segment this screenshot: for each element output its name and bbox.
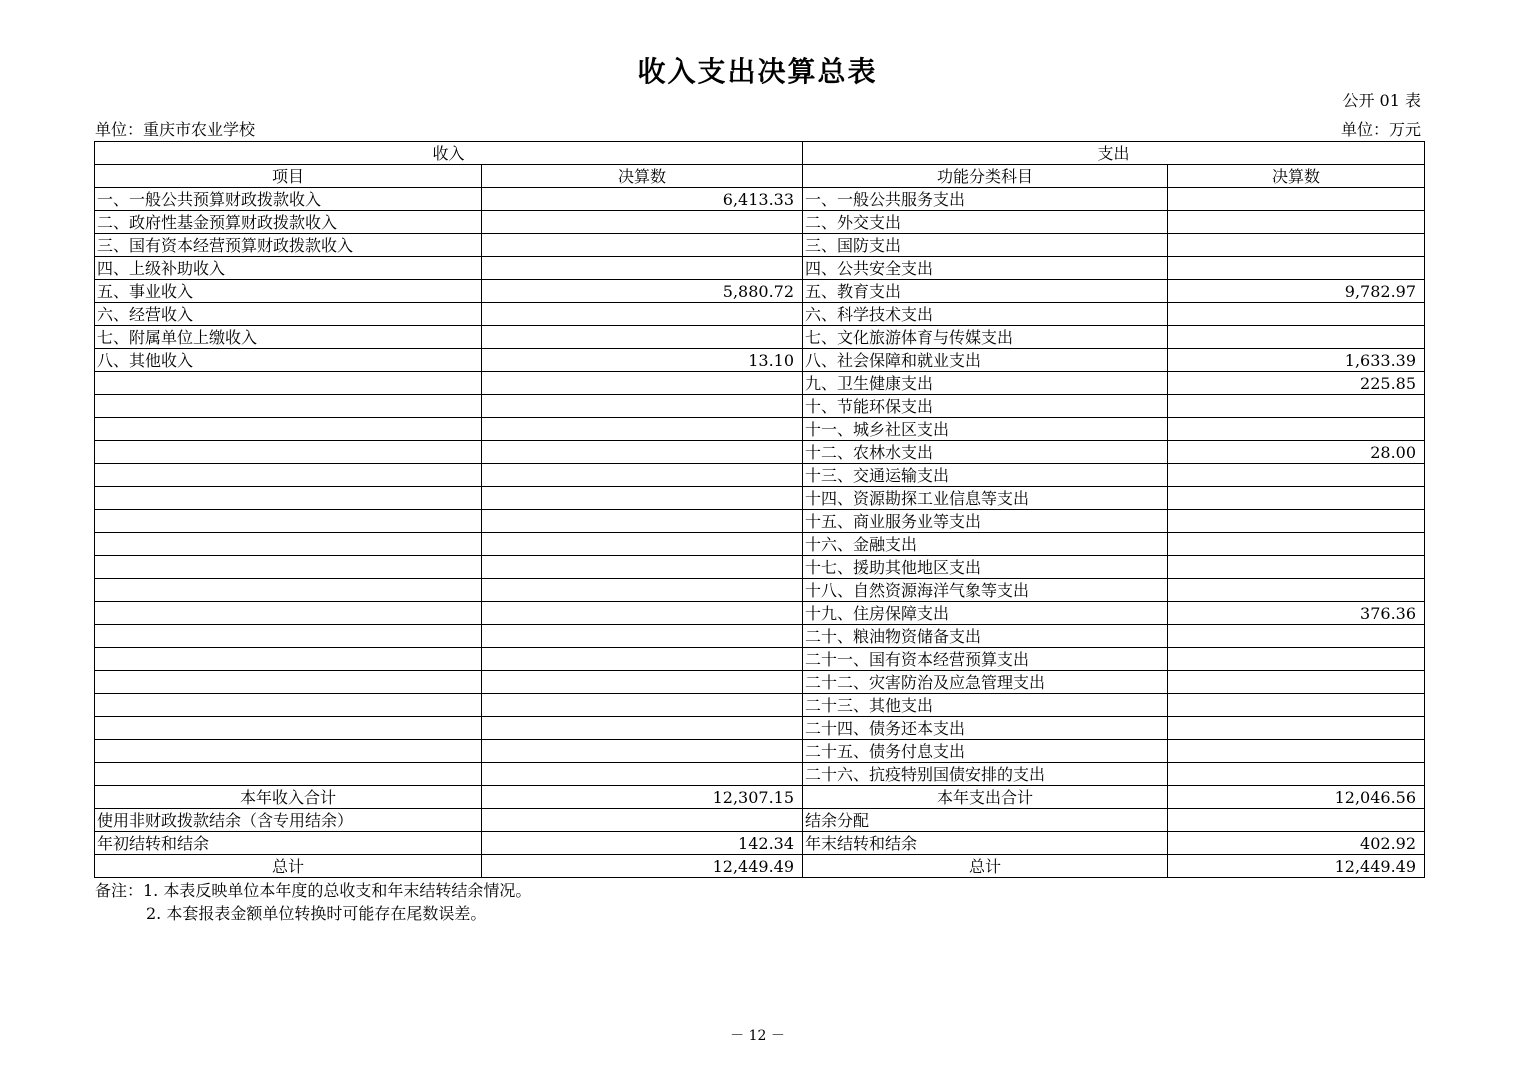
income-amount: 5,880.72	[482, 280, 803, 303]
table-row	[95, 579, 1425, 602]
table-row	[95, 280, 1425, 303]
expense-amount	[1168, 625, 1425, 648]
expense-item: 二十一、国有资本经营预算支出	[803, 648, 1168, 671]
income-amount	[482, 602, 803, 625]
income-amount	[482, 671, 803, 694]
expense-item: 三、国防支出	[803, 234, 1168, 257]
income-amount	[482, 234, 803, 257]
income-amount	[482, 487, 803, 510]
section-header-row	[95, 142, 1425, 165]
expense-amount	[1168, 556, 1425, 579]
expense-amount: 376.36	[1168, 602, 1425, 625]
expense-item: 二十六、抗疫特别国债安排的支出	[803, 763, 1168, 786]
expense-amount	[1168, 763, 1425, 786]
income-amount: 13.10	[482, 349, 803, 372]
expense-item: 十九、住房保障支出	[803, 602, 1168, 625]
table-row	[95, 533, 1425, 556]
income-header: 收入	[95, 142, 803, 165]
income-amount	[482, 717, 803, 740]
income-total-amount: 12,449.49	[482, 855, 803, 878]
table-row	[95, 809, 1425, 832]
page-number: － 12 －	[730, 1028, 785, 1044]
table-row	[95, 648, 1425, 671]
income-item	[95, 464, 482, 487]
expense-item: 八、社会保障和就业支出	[803, 349, 1168, 372]
expense-amount	[1168, 694, 1425, 717]
income-item	[95, 487, 482, 510]
income-item	[95, 510, 482, 533]
table-row	[95, 257, 1425, 280]
table-row	[95, 349, 1425, 372]
expense-item: 十八、自然资源海洋气象等支出	[803, 579, 1168, 602]
col-header-item: 项目	[95, 165, 482, 188]
table-row	[95, 694, 1425, 717]
income-amount	[482, 372, 803, 395]
income-amount	[482, 326, 803, 349]
table-row	[95, 395, 1425, 418]
expense-item: 十、节能环保支出	[803, 395, 1168, 418]
income-subtotal-amount: 12,307.15	[482, 786, 803, 809]
page-title: 收入支出决算总表	[637, 55, 878, 88]
income-item	[95, 694, 482, 717]
income-amount	[482, 464, 803, 487]
table-row	[95, 671, 1425, 694]
expense-item: 十七、援助其他地区支出	[803, 556, 1168, 579]
income-amount	[482, 648, 803, 671]
income-item	[95, 372, 482, 395]
income-amount	[482, 625, 803, 648]
income-amount	[482, 441, 803, 464]
expense-amount	[1168, 740, 1425, 763]
income-item	[95, 740, 482, 763]
income-item	[95, 579, 482, 602]
income-amount	[482, 809, 803, 832]
expense-amount	[1168, 510, 1425, 533]
expense-item: 二十二、灾害防治及应急管理支出	[803, 671, 1168, 694]
income-amount	[482, 510, 803, 533]
unit-money: 单位：万元	[1340, 120, 1421, 139]
expense-amount: 9,782.97	[1168, 280, 1425, 303]
income-amount	[482, 694, 803, 717]
income-item: 四、上级补助收入	[95, 257, 482, 280]
expense-amount	[1168, 326, 1425, 349]
income-amount	[482, 533, 803, 556]
expense-amount	[1168, 487, 1425, 510]
table-row	[95, 763, 1425, 786]
table-footer	[95, 786, 1425, 878]
expense-amount: 1,633.39	[1168, 349, 1425, 372]
col-header-amount: 决算数	[482, 165, 803, 188]
table-row	[95, 487, 1425, 510]
expense-amount	[1168, 648, 1425, 671]
table-row	[95, 740, 1425, 763]
table-row	[95, 510, 1425, 533]
income-item	[95, 625, 482, 648]
expense-amount	[1168, 418, 1425, 441]
expense-header: 支出	[803, 142, 1425, 165]
income-item: 使用非财政拨款结余（含专用结余）	[95, 809, 482, 832]
expense-subtotal-label: 本年支出合计	[803, 786, 1168, 809]
income-item: 一、一般公共预算财政拨款收入	[95, 188, 482, 211]
expense-amount	[1168, 579, 1425, 602]
income-amount	[482, 257, 803, 280]
expense-item: 十五、商业服务业等支出	[803, 510, 1168, 533]
expense-item: 二十三、其他支出	[803, 694, 1168, 717]
unit-organization: 单位：重庆市农业学校	[95, 120, 256, 139]
expense-amount	[1168, 234, 1425, 257]
income-amount	[482, 763, 803, 786]
expense-amount	[1168, 188, 1425, 211]
table-row	[95, 372, 1425, 395]
income-amount	[482, 556, 803, 579]
expense-amount	[1168, 809, 1425, 832]
expense-item: 结余分配	[803, 809, 1168, 832]
income-item: 八、其他收入	[95, 349, 482, 372]
income-item: 三、国有资本经营预算财政拨款收入	[95, 234, 482, 257]
expense-amount	[1168, 533, 1425, 556]
income-item: 五、事业收入	[95, 280, 482, 303]
notes	[95, 879, 531, 925]
income-item: 六、经营收入	[95, 303, 482, 326]
income-amount	[482, 211, 803, 234]
income-amount	[482, 303, 803, 326]
expense-total-label: 总计	[803, 855, 1168, 878]
income-item: 七、附属单位上缴收入	[95, 326, 482, 349]
note-line-1: 备注：1. 本表反映单位本年度的总收支和年末结转结余情况。	[95, 881, 532, 900]
table-row	[95, 717, 1425, 740]
income-item: 二、政府性基金预算财政拨款收入	[95, 211, 482, 234]
income-item	[95, 441, 482, 464]
income-subtotal-label: 本年收入合计	[95, 786, 482, 809]
expense-item: 九、卫生健康支出	[803, 372, 1168, 395]
expense-item: 十六、金融支出	[803, 533, 1168, 556]
expense-amount	[1168, 257, 1425, 280]
income-item	[95, 395, 482, 418]
expense-item: 年末结转和结余	[803, 832, 1168, 855]
table-row	[95, 418, 1425, 441]
note-line-2: 2. 本套报表金额单位转换时可能存在尾数误差。	[146, 904, 487, 923]
expense-item: 一、一般公共服务支出	[803, 188, 1168, 211]
income-item: 年初结转和结余	[95, 832, 482, 855]
expense-total-amount: 12,449.49	[1168, 855, 1425, 878]
income-amount	[482, 418, 803, 441]
expense-amount	[1168, 395, 1425, 418]
table-row	[95, 326, 1425, 349]
expense-item: 十四、资源勘探工业信息等支出	[803, 487, 1168, 510]
expense-amount: 402.92	[1168, 832, 1425, 855]
income-item	[95, 556, 482, 579]
table-row	[95, 188, 1425, 211]
expense-amount	[1168, 303, 1425, 326]
table-body	[95, 188, 1425, 786]
table-row	[95, 464, 1425, 487]
expense-item: 十三、交通运输支出	[803, 464, 1168, 487]
income-amount: 6,413.33	[482, 188, 803, 211]
expense-amount	[1168, 211, 1425, 234]
col-header-func-item: 功能分类科目	[803, 165, 1168, 188]
income-item	[95, 671, 482, 694]
income-item	[95, 602, 482, 625]
expense-amount: 225.85	[1168, 372, 1425, 395]
expense-item: 二、外交支出	[803, 211, 1168, 234]
form-number: 公开 01 表	[1342, 91, 1421, 110]
expense-item: 五、教育支出	[803, 280, 1168, 303]
expense-subtotal-amount: 12,046.56	[1168, 786, 1425, 809]
col-header-amount-2: 决算数	[1168, 165, 1425, 188]
expense-item: 七、文化旅游体育与传媒支出	[803, 326, 1168, 349]
expense-amount	[1168, 464, 1425, 487]
income-item	[95, 717, 482, 740]
table-row	[95, 234, 1425, 257]
income-expense-table	[94, 141, 1425, 878]
expense-item: 二十、粮油物资储备支出	[803, 625, 1168, 648]
expense-item: 二十四、债务还本支出	[803, 717, 1168, 740]
income-item	[95, 418, 482, 441]
expense-item: 十一、城乡社区支出	[803, 418, 1168, 441]
expense-item: 二十五、债务付息支出	[803, 740, 1168, 763]
expense-amount	[1168, 671, 1425, 694]
table-row	[95, 211, 1425, 234]
income-item	[95, 533, 482, 556]
table-row	[95, 625, 1425, 648]
income-amount	[482, 395, 803, 418]
expense-item: 六、科学技术支出	[803, 303, 1168, 326]
table-row	[95, 303, 1425, 326]
table-row	[95, 441, 1425, 464]
table-row	[95, 602, 1425, 625]
table-row	[95, 832, 1425, 855]
expense-amount	[1168, 717, 1425, 740]
income-total-label: 总计	[95, 855, 482, 878]
column-header-row	[95, 165, 1425, 188]
income-item	[95, 763, 482, 786]
total-row	[95, 855, 1425, 878]
income-amount	[482, 579, 803, 602]
subtotal-row	[95, 786, 1425, 809]
table-row	[95, 556, 1425, 579]
expense-item: 四、公共安全支出	[803, 257, 1168, 280]
income-item	[95, 648, 482, 671]
expense-item: 十二、农林水支出	[803, 441, 1168, 464]
income-amount	[482, 740, 803, 763]
income-amount: 142.34	[482, 832, 803, 855]
expense-amount: 28.00	[1168, 441, 1425, 464]
